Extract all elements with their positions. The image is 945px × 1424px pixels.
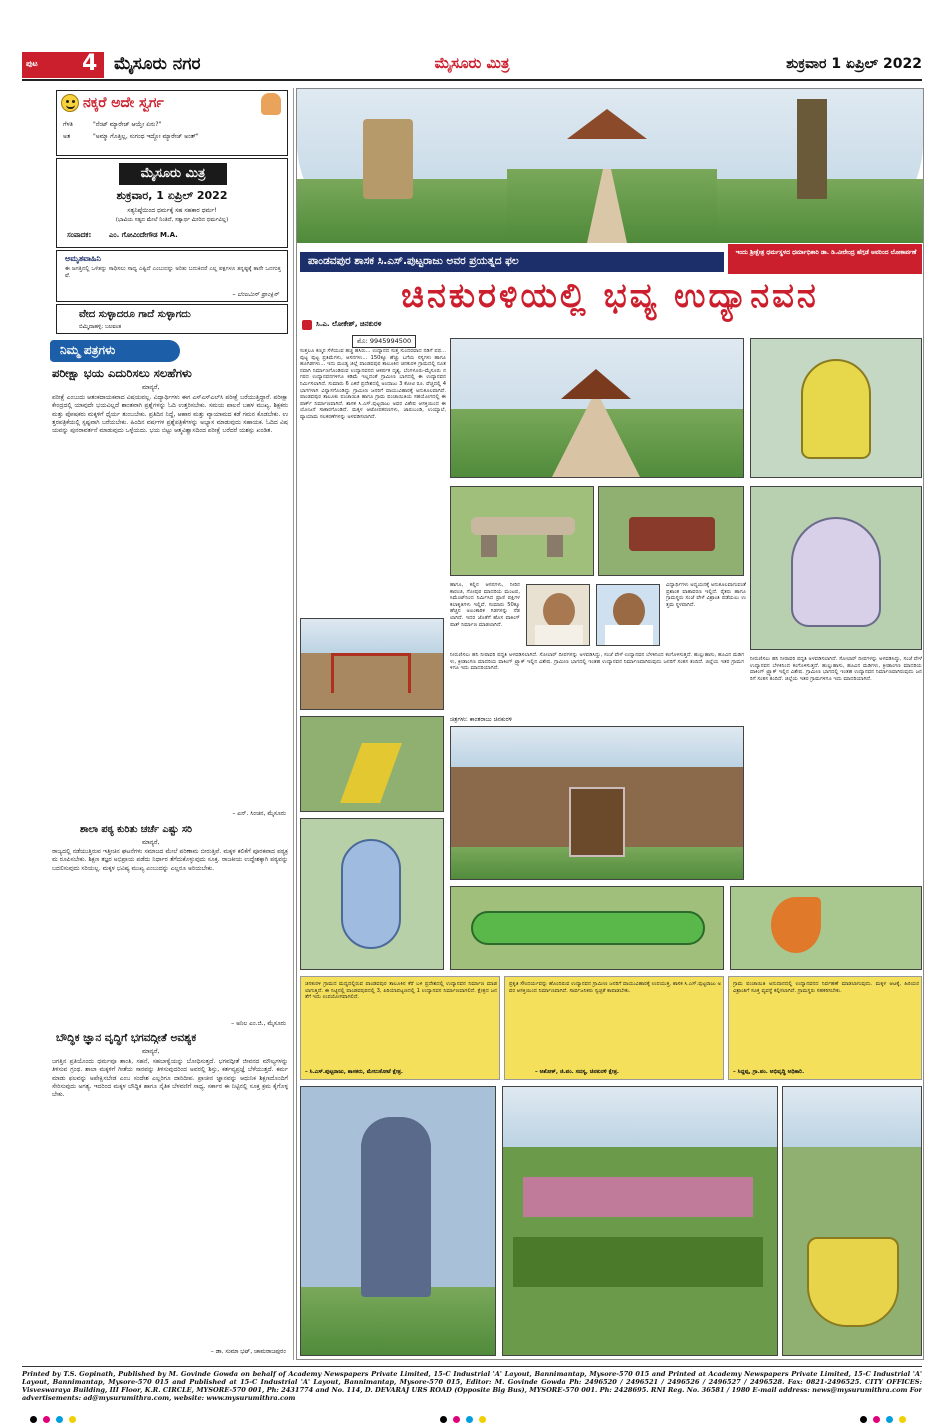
sidebar-motto: ಸತ್ಯನಿಷ್ಠೆಯಿಂದ ಧರ್ಮಕ್ಕೆ ಸಹ ಸಹಕಾರ ಧರ್ಮ!: [127, 207, 217, 214]
quote-1-text: ಚಿನಕುರಳಿ ಗ್ರಾಮದ ಮಧ್ಯದಲ್ಲಿರುವ ಪಾಂಡವಪುರ ತಾಲೂಕಿನ ಕೆರೆ ಬಳಿ ಪ್ರದೇಶದಲ್ಲಿ ಉದ್ಯಾನವನ ನಿರ್ಮಾಣ ಮಾಡಲಾಗುತ್ತಿದೆ. ಈ ನಿಟ್ಟಿನಲ್ಲಿ ಪಾಂಡವಪುರದಲ್ಲಿ 3, ಪಿರಿಯಾಪಟ್ಟಣದಲ್ಲಿ 1 ಉದ್ಯಾನವನ ನಿರ್ಮಾಣವಾಗಲಿದೆ. ಕ್ಷೇತ್ರದ ಜನತೆಗೆ ಇದು ಉಪಯೋಗವಾಗಲಿದೆ.: [305, 981, 497, 1001]
letter1-byline: – ಎನ್. ಸಿಂಚನ, ಮೈಸೂರು: [232, 810, 286, 817]
hero-photo-left: [297, 89, 507, 243]
header-rule: [22, 79, 922, 81]
quote-3-by: – ಸಿದ್ದಪ್ಪ, ಗ್ರಾ.ಪಂ. ಅಭಿವೃದ್ಧಿ ಅಧಿಕಾರಿ.: [733, 1069, 805, 1075]
joke-line1: "ನೆಂಟ್ ಮ್ಯಾರೇಜ್ ಆಯ್ತೇ ಏನು?": [93, 121, 162, 128]
story-body-4: ನೀರುಣಿಸಲು ಹನಿ ನೀರಾವರಿ ಪದ್ಧತಿ ಅಳವಡಿಸಲಾಗಿದೆ. ಸೋಲಾರ್ ದೀಪಗಳನ್ನು ಅಳವಡಿಸಿದ್ದು, ಸಂಜೆ ವೇಳೆ ಉದ್ಯಾನವನ ಬೆಳಕಿನಿಂದ ಕಂಗೊಳಿಸುತ್ತದೆ. ಹುಲ್ಲುಹಾಸು, ಹೂವಿನ ಮಡಿಗಳು, ಕ್ರೀಡಾಂಗಣ ಮಾದರಿಯ ವಾಕಿಂಗ್ ಟ್ರ್ಯಾಕ್ ಇಲ್ಲಿನ ವಿಶೇಷ. ಗ್ರಾಮೀಣ ಭಾಗದಲ್ಲಿ ಇಂತಹ ಉದ್ಯಾನವನ ನಿರ್ಮಾಣವಾಗಿರುವುದು ಜನರಿಗೆ ಸಂತಸ ತಂದಿದೆ. ಜಿಲ್ಲೆಯ ಇತರ ಗ್ರಾಮಗಳಿಗೂ ಇದು ಮಾದರಿಯಾಗಿದೆ.: [450, 652, 744, 672]
photo-flower-beds: [502, 1086, 778, 1356]
joke-title: ನಕ್ಕರೆ ಅದೇ ಸ್ವರ್ಗ: [83, 95, 164, 111]
quote-box: [56, 304, 288, 334]
quote-box-1: [300, 976, 500, 1080]
portrait-member: [596, 584, 660, 646]
page-label: ಪುಟ: [26, 59, 38, 68]
quote-by: ಬಿಮ್ಮಿದಾಹಳ್ಳಿ: ಬಲವಂತ: [79, 324, 122, 330]
header-date: ಶುಕ್ರವಾರ 1 ಏಪ್ರಿಲ್ 2022: [786, 56, 922, 72]
quote-3-text: ಗ್ರಾಮ ಪಂಚಾಯಿತಿ ಅನುದಾನದಲ್ಲಿ ಉದ್ಯಾನವನದ ನಿರ್ವಹಣೆ ಮಾಡಲಾಗುವುದು. ಮಕ್ಕಳ ಆಟಕ್ಕೆ, ಹಿರಿಯರ ವಿಶ್ರಾಂತಿಗೆ ಸೂಕ್ತ ವ್ಯವಸ್ಥೆ ಕಲ್ಪಿಸಲಾಗಿದೆ. ಗ್ರಾಮಸ್ಥರು ಸಹಕರಿಸಬೇಕು.: [733, 981, 919, 994]
letter2-salutation: ಮಾನ್ಯರೆ,: [142, 839, 160, 846]
registration-marks: [0, 1406, 945, 1418]
ribbon-text: ಇಂದು ಶ್ರೀಕ್ಷೇತ್ರ ಧರ್ಮಸ್ಥಳದ ಧರ್ಮಾಧಿಕಾರಿ ಡಾ. ಡಿ.ವೀರೇಂದ್ರ ಹೆಗ್ಗಡೆ ಅವರಿಂದ ಲೋಕಾರ್ಪಣೆ: [735, 249, 917, 256]
hero-photo-right: [717, 89, 923, 243]
sidebar-masthead: ಮೈಸೂರು ಮಿತ್ರ: [119, 163, 227, 185]
footer-rule: [22, 1366, 922, 1367]
story-byline: ಸಿ.ಎ. ಲೋಕೇಶ್, ಚಿನಕುರಳಿ: [316, 320, 382, 328]
story-body-5: ನೀರುಣಿಸಲು ಹನಿ ನೀರಾವರಿ ಪದ್ಧತಿ ಅಳವಡಿಸಲಾಗಿದೆ. ಸೋಲಾರ್ ದೀಪಗಳನ್ನು ಅಳವಡಿಸಿದ್ದು, ಸಂಜೆ ವೇಳೆ ಉದ್ಯಾನವನ ಬೆಳಕಿನಿಂದ ಕಂಗೊಳಿಸುತ್ತದೆ. ಹುಲ್ಲುಹಾಸು, ಹೂವಿನ ಮಡಿಗಳು, ಕ್ರೀಡಾಂಗಣ ಮಾದರಿಯ ವಾಕಿಂಗ್ ಟ್ರ್ಯಾಕ್ ಇಲ್ಲಿನ ವಿಶೇಷ. ಗ್ರಾಮೀಣ ಭಾಗದಲ್ಲಿ ಇಂತಹ ಉದ್ಯಾನವನ ನಿರ್ಮಾಣವಾಗಿರುವುದು ಜನರಿಗೆ ಸಂತಸ ತಂದಿದೆ. ಜಿಲ್ಲೆಯ ಇತರ ಗ್ರಾಮಗಳಿಗೂ ಇದು ಮಾದರಿಯಾಗಿದೆ.: [750, 656, 922, 682]
photo-credit: ಚಿತ್ರಗಳು: ಕಾಂತರಾಜು ಚಿನಕುರಳಿ: [450, 716, 513, 723]
letter3-salutation: ಮಾನ್ಯರೆ,: [142, 1048, 160, 1055]
photo-basket-planter: [782, 1086, 922, 1356]
photo-bird-sculpture: [750, 338, 922, 478]
portrait-mla: [526, 584, 590, 646]
joke-line1-who: ಗೆಳತಿ: [63, 121, 73, 128]
story-headline: ಚಿನಕುರಳಿಯಲ್ಲಿ ಭವ್ಯ ಉದ್ಯಾನವನ: [401, 276, 819, 316]
quote-box-3: [728, 976, 922, 1080]
column-divider: [293, 88, 294, 1360]
story-phone: ಮೊ: 9945994500: [352, 335, 416, 348]
footer-imprint: Printed by T.S. Gopinath, Published by M. Govinde Gowda on behalf of Academy Newspapers Private Limited, 15-C Industrial 'A' Layout, Bannimantap, Mysore-570 015 and Printed at Academy Newspapers Private Limited, 15-C Industrial 'A' Layout, Bannimantap, Mysore-570 015 and Published at 15-C Industrial 'A' Layout, Bannimantap, Mysore-570 015, Editor: M. Govinde Gowda Ph: 2496520 / 2496521 / 2496526 / 2496527 / 2496528. Fax: 0821-2496525. CITY OFFICES: Visveswaraya Building, III Floor, K.R. CIRCLE, MYSORE-570 001, Ph: 2431774 and No. 114, D. DEVARAJ URS ROAD (Opposite Big Bus), MYSORE-570 001. Ph: 2428695. RNI Reg. No. 36581 / 1980 E-mail address: news@mysurumithra.com For advertisements: ad@mysurumithra.com, website: www.mysurumithra.com: [22, 1370, 922, 1402]
letter3-body: ಜಗತ್ತಿನ ಪ್ರತಿಯೊಂದು ಧರ್ಮವೂ ಶಾಂತಿ, ಸಹನೆ, ಸಹಬಾಳ್ವೆಯನ್ನು ಬೋಧಿಸುತ್ತದೆ. ಭಗವದ್ಗೀತೆ ಜೀವನದ ಮೌಲ್ಯಗಳನ್ನು ತಿಳಿಸುವ ಗ್ರಂಥ. ಶಾಲಾ ಮಕ್ಕಳಿಗೆ ಗೀತೆಯ ಸಾರವನ್ನು ತಿಳಿಸುವುದರಿಂದ ಅವರಲ್ಲಿ ಶಿಸ್ತು, ಕರ್ತವ್ಯಪ್ರಜ್ಞೆ ಬೆಳೆಯುತ್ತದೆ. ಕರ್ಮ ಮಾಡು ಫಲವನ್ನು ಅಪೇಕ್ಷಿಸಬೇಡ ಎಂಬ ಸಂದೇಶ ಎಲ್ಲರಿಗೂ ದಾರಿದೀಪ. ಪ್ರಾಚೀನ ಜ್ಞಾನವನ್ನು ಆಧುನಿಕ ಶಿಕ್ಷಣದೊಂದಿಗೆ ಸೇರಿಸುವುದು ಅಗತ್ಯ. ಇದರಿಂದ ಮಕ್ಕಳ ಬೌದ್ಧಿಕ ಹಾಗೂ ನೈತಿಕ ಬೆಳವಣಿಗೆ ಸಾಧ್ಯ. ಸರ್ಕಾರ ಈ ನಿಟ್ಟಿನಲ್ಲಿ ಸೂಕ್ತ ಕ್ರಮ ಕೈಗೊಳ್ಳಬೇಕು.: [52, 1058, 288, 1099]
quote-text: ವೇದ ಸುಳ್ಳಾದರೂ ಗಾದೆ ಸುಳ್ಳಾಗದು: [79, 309, 191, 320]
page-header: [22, 50, 922, 80]
amrutha-title: ಅಮೃತವಾಹಿನಿ: [65, 254, 101, 263]
sidebar-date: ಶುಕ್ರವಾರ, 1 ಏಪ್ರಿಲ್ 2022: [116, 189, 228, 202]
photo-gazebo-path: [450, 338, 744, 478]
letter2-byline: – ಅನಿಲ ಎಂ.ಜಿ., ಮೈಸೂರು: [231, 1020, 286, 1027]
letter2-headline: ಶಾಲಾ ಪಠ್ಯ ಕುರಿತು ಚರ್ಚೆ ಎಷ್ಟು ಸರಿ: [80, 824, 193, 835]
byline-pen-icon: [302, 320, 312, 330]
section-title: ಮೈಸೂರು ನಗರ: [114, 54, 201, 74]
letter1-headline: ಪರೀಕ್ಷಾ ಭಯ ಎದುರಿಸಲು ಸಲಹೆಗಳು: [52, 366, 192, 380]
photo-red-bench: [598, 486, 744, 576]
sidebar-motto2: (ಭಾವಿಯ ಸತ್ಯದ ಮೇಲೆ ನಿಂತಿದೆ, ಸತ್ಯಾರ್ಥ ಮೀರಿದ ಧರ್ಮವಿಲ್ಲ): [115, 217, 229, 223]
joke-line2: "ಅಮ್ಮಾ ಗೊತ್ತಿಲ್ಲ, ಸುಗಂಧ ಇದ್ದೋ ಮ್ಯಾರೇಜ್ ಅಂತ್": [93, 133, 199, 140]
amrutha-by: – ಬೆಂಜಮಿನ್ ಫ್ರಾಂಕ್ಲಿನ್: [232, 291, 279, 298]
quote-box-2: [504, 976, 724, 1080]
joke-line2-who: ಅತ: [63, 133, 71, 140]
header-masthead: ಮೈಸೂರು ಮಿತ್ರ: [434, 54, 510, 72]
photo-shiva-statue: [300, 1086, 496, 1356]
story-body-1: ಸುತ್ತಲೂ ಕಣ್ಮನ ಸೆಳೆಯುವ ಹಚ್ಚ ಹಸಿರು... ಉದ್ಯಾನದ ಸುತ್ತ ಸುಂದರವಾದ ನಡಿಗೆ ಪಥ... ಪುಟ್ಟ ಪುಟ್ಟ ಪ್ರತಿಮೆಗಳು, ಆಸನಗಳು... 150ಕ್ಕೂ ಹೆಚ್ಚು ಬಗೆಯ ಸಸ್ಯಗಳು ಹಾಗೂ ಹೂಗಿಡಗಳು... ಇದು ಮಂಡ್ಯ ಜಿಲ್ಲೆ ಪಾಂಡವಪುರ ತಾಲೂಕಿನ ಚಿನಕುರಳಿ ಗ್ರಾಮದಲ್ಲಿ ನೂತನವಾಗಿ ನಿರ್ಮಾಣಗೊಂಡಿರುವ ಉದ್ಯಾನವನದ ಆಕರ್ಷಕ ದೃಶ್ಯ. ಬೆಂಗಳೂರು-ಮೈಸೂರು ನಗರದ ಉದ್ಯಾನವನಗಳಿಗೂ ಕಡಿಮೆ ಇಲ್ಲದಂತೆ ಗ್ರಾಮೀಣ ಭಾಗದಲ್ಲಿ ಈ ಉದ್ಯಾನವನ ನಿರ್ಮಿಸಲಾಗಿದೆ. ಸುಮಾರು 6 ಎಕರೆ ಪ್ರದೇಶದಲ್ಲಿ ಅಂದಾಜು 3 ಕೋಟಿ ರೂ. ವೆಚ್ಚದಲ್ಲಿ 4 ಭಾಗಗಳಾಗಿ ವಿನ್ಯಾಸಗೊಂಡಿದ್ದು ಗ್ರಾಮೀಣ ಜನರಿಗೆ ವಾಯುವಿಹಾರಕ್ಕೆ ಅನುಕೂಲವಾಗಿದೆ. ಪಾಂಡವಪುರ ತಾಲೂಕು ಪಂಚಾಯಿತಿ ಹಾಗೂ ಗ್ರಾಮ ಪಂಚಾಯಿತಿಯ ಸಹಯೋಗದಲ್ಲಿ ಈ ಪಾರ್ಕ್ ನಿರ್ಮಾಣವಾಗಿದೆ. ಶಾಸಕ ಸಿ.ಎಸ್.ಪುಟ್ಟರಾಜು ಅವರ ವಿಶೇಷ ಆಸಕ್ತಿಯಿಂದ ಈ ಯೋಜನೆ ಸಾಕಾರಗೊಂಡಿದೆ. ಮಕ್ಕಳ ಆಟೋಪಕರಣಗಳು, ಜಾರುಬಂಡಿ, ಉಯ್ಯಾಲೆ, ವ್ಯಾಯಾಮ ಸಲಕರಣೆಗಳನ್ನು ಅಳವಡಿಸಲಾಗಿದೆ.: [300, 348, 446, 420]
letter3-byline: – ಡಾ. ಸುಮಾ ಭಟ್, ಚಾಮರಾಜಪುರಂ: [210, 1348, 286, 1355]
amrutha-text: ಈ ಜಗತ್ತಿನಲ್ಲಿ ಒಳಿತನ್ನು ಸಾಧಿಸಲು ಸಾಧ್ಯ ಎಷ್ಟಿದೆ ಎಂಬುದನ್ನು ಅರಿತು ಬದುಕಿದರೆ ಎಲ್ಲ ಪಕ್ಷಗಳೂ ತನ್ನಷ್ಟಕ್ಕೆ ತಾನೇ ಒದಗುತ್ತವೆ.: [65, 266, 281, 279]
photo-swan-sculpture: [750, 486, 922, 650]
hero-photo-center: [507, 89, 717, 243]
photo-caterpillar-bench: [450, 886, 724, 970]
photo-stone-bench: [450, 486, 594, 576]
letters-column: [50, 340, 290, 1360]
photo-fish-sculpture: [300, 818, 444, 970]
quote-1-by: – ಸಿ.ಎಸ್.ಪುಟ್ಟರಾಜು, ಶಾಸಕರು, ಮೇಲುಕೋಟೆ ಕ್ಷೇತ್ರ.: [305, 1069, 404, 1075]
hero-photo-strip: [297, 89, 923, 243]
quote-2-text: ಪ್ರಕೃತಿ ಸೌಂದರ್ಯವನ್ನು ಹೊಂದಿರುವ ಉದ್ಯಾನವನ ಗ್ರಾಮೀಣ ಜನರಿಗೆ ವಾಯುವಿಹಾರಕ್ಕೆ ಉಪಯುಕ್ತ. ಶಾಸಕ ಸಿ.ಎಸ್.ಪುಟ್ಟರಾಜು ಅವರ ಆಸಕ್ತಿಯಿಂದ ನಿರ್ಮಾಣವಾಗಿದೆ. ಸಾರ್ವಜನಿಕರು ಸ್ವಚ್ಛತೆ ಕಾಪಾಡಬೇಕು.: [509, 981, 721, 994]
inauguration-ribbon: [728, 244, 922, 274]
photo-butterfly: [730, 886, 922, 970]
kicker-bar: [300, 252, 724, 272]
letter1-salutation: ಮಾನ್ಯರೆ,: [142, 384, 160, 391]
story-kicker: ಪಾಂಡವಪುರ ಶಾಸಕ ಸಿ.ಎಸ್.ಪುಟ್ಟರಾಜು ಅವರ ಪ್ರಯತ್ನದ ಫಲ: [308, 255, 519, 267]
editor-name: ಎಂ. ಗೋವಿಂದೇಗೌಡ M.A.: [109, 231, 178, 239]
quote-2-by: – ಅಶೋಕ್, ಜಿ.ಪಂ. ಸದಸ್ಯ, ಚಿನಕುರಳಿ ಕ್ಷೇತ್ರ.: [535, 1069, 619, 1075]
story-body-2: ಹಾಗೂ, ಕಲ್ಲಿನ ಆಸನಗಳು, ನೀರಿನ ಕಾರಂಜಿ, ಗೋಪುರ ಮಾದರಿಯ ಮಂಟಪ, ಸಿಮೆಂಟ್‌ನಿಂದ ನಿರ್ಮಿಸಿದ ಪ್ರಾಣಿ ಪಕ್ಷಿಗಳ ಕಲಾಕೃತಿಗಳು ಇಲ್ಲಿವೆ. ಸುಮಾರು 50ಕ್ಕೂ ಹೆಚ್ಚಿನ ಅಲಂಕಾರಿಕ ಗಿಡಗಳನ್ನು ನೆಡಲಾಗಿದೆ. ಇದರ ಜೊತೆಗೆ ಹೊಸ ವಾಕಿಂಗ್ ಪಾತ್ ನಿರ್ಮಾಣ ಮಾಡಲಾಗಿದೆ.: [450, 582, 520, 628]
joke-box: [56, 90, 288, 156]
photo-slides: [300, 716, 444, 812]
smiley-icon: [61, 94, 79, 112]
letters-banner: [50, 340, 180, 362]
masthead-box: [56, 158, 288, 248]
letter2-body: ರಾಜ್ಯದಲ್ಲಿ ನಡೆಯುತ್ತಿರುವ ಇತ್ತೀಚಿನ ಘಟನೆಗಳು ಸಮಾಜದ ಮೇಲೆ ಪರಿಣಾಮ ಬೀರುತ್ತಿವೆ. ಮಕ್ಕಳ ಕಲಿಕೆಗೆ ಪೂರಕವಾದ ಪಠ್ಯಕ್ರಮ ರೂಪಿಸಬೇಕು. ಶಿಕ್ಷಣ ತಜ್ಞರ ಅಭಿಪ್ರಾಯ ಪಡೆದು ನಿರ್ಧಾರ ತೆಗೆದುಕೊಳ್ಳುವುದು ಸೂಕ್ತ. ರಾಜಕೀಯ ಉದ್ದೇಶಕ್ಕಾಗಿ ಪಠ್ಯವನ್ನು ಬದಲಿಸುವುದು ಸರಿಯಲ್ಲ. ಮಕ್ಕಳ ಭವಿಷ್ಯ ಮುಖ್ಯ ಎಂಬುದನ್ನು ಎಲ್ಲರೂ ಅರಿಯಬೇಕು.: [52, 848, 288, 872]
cartoon-icon: [261, 93, 281, 115]
photo-play-equipment: [300, 618, 444, 710]
amrutha-box: [56, 250, 288, 302]
letter3-headline: ಬೌದ್ಧಿಕ ಜ್ಞಾನ ವೃದ್ಧಿಗೆ ಭಗವದ್ಗೀತೆ ಅವಶ್ಯಕ: [56, 1032, 197, 1044]
letters-title: ನಿಮ್ಮ ಪತ್ರಗಳು: [60, 343, 116, 357]
story-body-3: ವಿದ್ಯಾರ್ಥಿಗಳು ಅಧ್ಯಯನಕ್ಕೆ ಅನುಕೂಲವಾಗುವಂತೆ ಪ್ರಶಾಂತ ವಾತಾವರಣ ಇಲ್ಲಿದೆ. ರೈತರು ಹಾಗೂ ಗ್ರಾಮಸ್ಥರು ಸಂಜೆ ವೇಳೆ ವಿಶ್ರಾಂತಿ ಪಡೆಯಲು ಉತ್ತಮ ಸ್ಥಳವಾಗಿದೆ.: [666, 582, 746, 608]
editor-label: ಸಂಪಾದಕ:: [67, 231, 92, 239]
photo-cave-entrance: [450, 726, 744, 880]
letter1-body: ಪರೀಕ್ಷೆ ಎಂಬುದು ಆತಂಕದಾಯಕವಾದ ವಿಷಯವಲ್ಲ. ವಿದ್ಯಾರ್ಥಿಗಳು ಈಗ ಎಸ್‌ಎಸ್‌ಎಲ್‌ಸಿ ಪರೀಕ್ಷೆ ಬರೆಯುತ್ತಿದ್ದಾರೆ. ಪರೀಕ್ಷಾ ಕೇಂದ್ರದಲ್ಲಿ ಯಾವುದೇ ಭಯವಿಲ್ಲದೆ ಶಾಂತವಾಗಿ ಪ್ರಶ್ನೆಗಳನ್ನು ಓದಿ ಉತ್ತರಿಸಬೇಕು. ಸಮಯ ಪಾಲನೆ ಬಹಳ ಮುಖ್ಯ. ಶಿಕ್ಷಕರು ಮತ್ತು ಪೋಷಕರು ಮಕ್ಕಳಿಗೆ ಧೈರ್ಯ ತುಂಬಬೇಕು. ಪ್ರತಿದಿನ ನಿದ್ದೆ, ಆಹಾರ ಮತ್ತು ವ್ಯಾಯಾಮದ ಕಡೆ ಗಮನ ಕೊಡಬೇಕು. ಉತ್ತರಪತ್ರಿಕೆಯಲ್ಲಿ ಸ್ಪಷ್ಟವಾಗಿ ಬರೆಯಬೇಕು. ಹಿಂದಿನ ವರ್ಷಗಳ ಪ್ರಶ್ನೆಪತ್ರಿಕೆಗಳನ್ನು ಅಭ್ಯಾಸ ಮಾಡುವುದು ಸಹಾಯಕ. ಓದಿದ ವಿಷಯವನ್ನು ಪುನರಾವರ್ತನೆ ಮಾಡುವುದು ಒಳ್ಳೆಯದು. ಭಯ ಬಿಟ್ಟು ಆತ್ಮವಿಶ್ವಾಸದಿಂದ ಪರೀಕ್ಷೆ ಬರೆದರೆ ಯಶಸ್ಸು ಖಂಡಿತ.: [52, 394, 288, 435]
page-number: 4: [82, 51, 98, 76]
